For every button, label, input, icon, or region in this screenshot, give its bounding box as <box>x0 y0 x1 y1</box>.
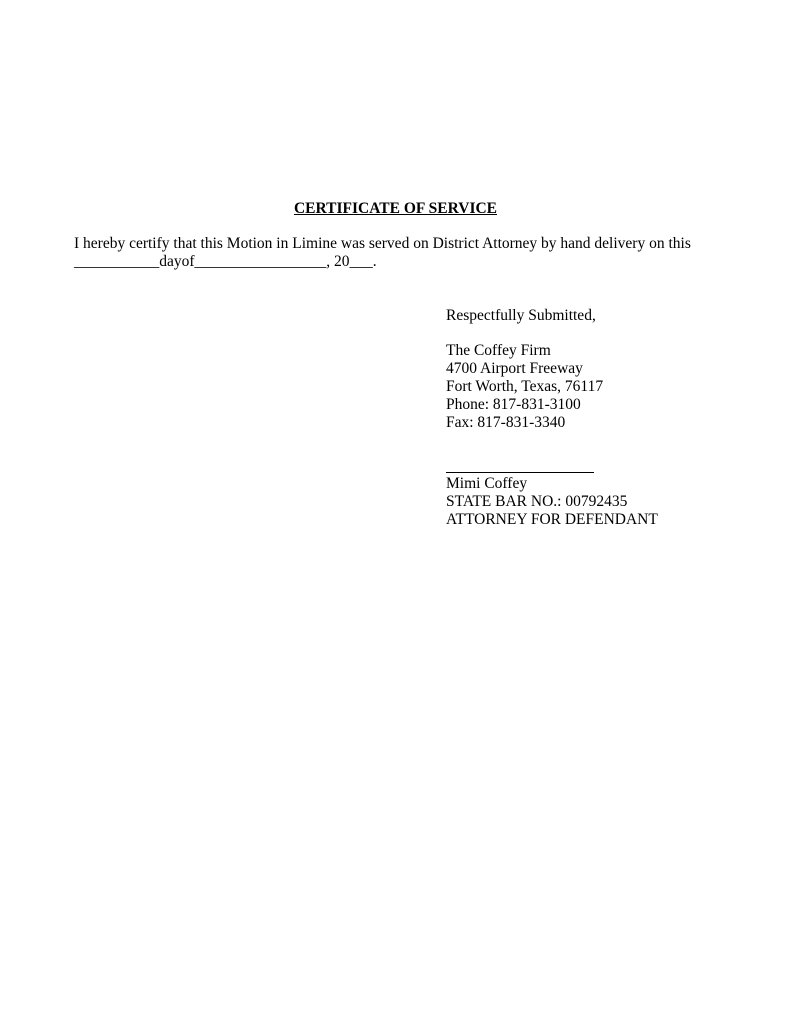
signer-role: ATTORNEY FOR DEFENDANT <box>446 511 658 528</box>
certification-paragraph <box>74 235 734 271</box>
closing-text: Respectfully Submitted, <box>446 307 596 324</box>
certification-date-blanks: ___________dayof_________________, 20___. <box>74 253 377 270</box>
certification-line-1: I hereby certify that this Motion in Limine was served on District Attorney by hand delivery on this <box>74 235 691 252</box>
signer-name: Mimi Coffey <box>446 475 528 492</box>
signature-block <box>446 307 766 529</box>
firm-contact-block <box>446 342 766 432</box>
firm-phone: Phone: 817-831-3100 <box>446 396 581 413</box>
firm-address-city: Fort Worth, Texas, 76117 <box>446 378 604 395</box>
firm-address-street: 4700 Airport Freeway <box>446 360 583 377</box>
firm-name: The Coffey Firm <box>446 342 551 359</box>
firm-fax: Fax: 817-831-3340 <box>446 414 566 431</box>
signature-line <box>446 472 594 473</box>
state-bar-number: STATE BAR NO.: 00792435 <box>446 493 628 510</box>
certificate-title: CERTIFICATE OF SERVICE <box>293 200 498 217</box>
